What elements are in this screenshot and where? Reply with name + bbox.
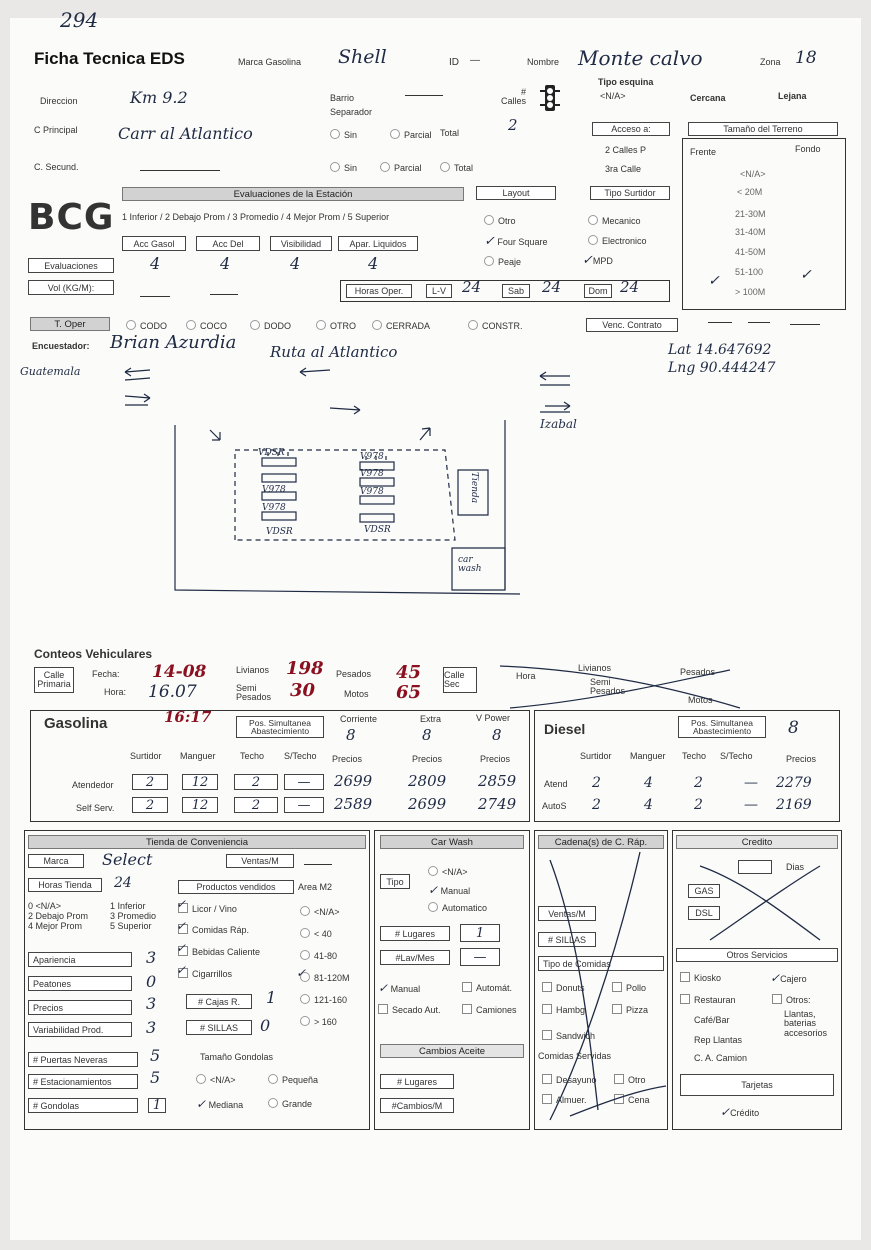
- diesel-row2-techo: 2: [694, 797, 703, 813]
- hora-label: Hora:: [104, 687, 127, 697]
- eval-scale: 1 Inferior / 2 Debajo Prom / 3 Promedio / 4 Mejor Prom / 5 Superior: [122, 212, 390, 222]
- grade-corriente-value: 8: [346, 726, 356, 744]
- area-m2-label: Area M2: [298, 882, 333, 892]
- sin-label: Sin: [344, 130, 358, 140]
- gas-col-techo: Techo: [240, 751, 265, 761]
- grade-vpower: V Power: [476, 713, 511, 723]
- col-apar-liquidos: Apar. Liquidos: [338, 236, 418, 251]
- diesel-row1-price: 2279: [776, 775, 812, 791]
- sab-value: 24: [542, 278, 562, 296]
- almuer-label: Almuer.: [556, 1095, 587, 1105]
- gond-na-label: <N/A>: [210, 1075, 236, 1085]
- name-label: Nombre: [527, 57, 560, 67]
- ca-camion-label: C. A. Camion: [694, 1053, 748, 1063]
- total-label: Total: [440, 128, 460, 138]
- gas-pos-sim: Pos. Simultanea Abastecimiento: [236, 716, 324, 738]
- licor-label: Licor / Vino: [192, 904, 237, 914]
- conteos-title: Conteos Vehiculares: [34, 647, 153, 661]
- encuestador-label: Encuestador:: [32, 341, 90, 351]
- cw-lugares-label: # Lugares: [380, 926, 450, 941]
- parcial2-label: Parcial: [394, 163, 422, 173]
- tarjeta-credito-label: Crédito: [730, 1108, 760, 1118]
- area-80-label: 41-80: [314, 951, 338, 961]
- cena-label: Cena: [628, 1095, 650, 1105]
- sillas-value: 0: [260, 1016, 271, 1035]
- diesel-title: Diesel: [544, 721, 586, 737]
- grade-vpower-value: 8: [492, 726, 502, 744]
- grade-extra: Extra: [420, 714, 442, 724]
- cadenas-sillas-label: # SILLAS: [538, 932, 596, 947]
- layout-peaje-label: Peaje: [498, 257, 522, 267]
- licor-checkmark: ✓: [176, 897, 187, 911]
- ca-cambios-label: #Cambios/M: [380, 1098, 454, 1113]
- diesel-pos-value: 8: [788, 718, 799, 738]
- tamano-check-frente: ✓: [708, 273, 720, 289]
- diesel-row1-techo: 2: [694, 775, 703, 791]
- encuestador-value: Brian Azurdia: [110, 332, 237, 353]
- pesados-label: Pesados: [336, 669, 372, 679]
- gas-box: GAS: [688, 884, 720, 898]
- sandwich-label: Sandwich: [556, 1031, 596, 1041]
- frente-label: Frente: [690, 147, 717, 157]
- principal-value: Carr al Atlantico: [118, 124, 253, 143]
- lng-value: Lng 90.444247: [668, 360, 776, 376]
- tipo-esquina-label: Tipo esquina: [598, 77, 654, 87]
- gond-mediana-label: Mediana: [208, 1100, 244, 1110]
- gond-grande-label: Grande: [282, 1099, 313, 1109]
- codo-label: CODO: [140, 321, 167, 331]
- acceso-opt-2: 3ra Calle: [605, 164, 642, 174]
- otro-comida-label: Otro: [628, 1075, 646, 1085]
- donuts-label: Donuts: [556, 983, 585, 993]
- tamano-opt-3: 31-40M: [735, 227, 766, 237]
- direccion-value: Km 9.2: [130, 88, 188, 107]
- parcial-label: Parcial: [404, 130, 432, 140]
- dom-label: Dom: [584, 284, 612, 298]
- calles-value: 2: [508, 116, 518, 134]
- sketch-tienda: Tienda: [469, 472, 479, 504]
- area-na-label: <N/A>: [314, 907, 340, 917]
- diesel-row1-surtidor: 2: [592, 775, 601, 791]
- gas-col-surtidor: Surtidor: [130, 751, 162, 761]
- scale-3: 3 Promedio: [110, 911, 157, 921]
- pump-label-8: VDSR: [364, 525, 391, 535]
- principal-label: C Principal: [34, 125, 78, 135]
- total2-label: Total: [454, 163, 474, 173]
- cajero-label: Cajero: [780, 974, 807, 984]
- sin2-label: Sin: [344, 163, 358, 173]
- ventas-m-label: Ventas/M: [226, 854, 294, 868]
- bebidas-checkmark: ✓: [176, 941, 187, 955]
- gas-row2-techo: 2: [234, 797, 278, 813]
- layout-otro-label: Otro: [498, 216, 516, 226]
- cigarrillos-checkmark: ✓: [176, 963, 187, 977]
- dias-label: Dias: [786, 862, 805, 872]
- tamano-opt-6: > 100M: [735, 287, 766, 297]
- horas-oper-label: Horas Oper.: [346, 284, 412, 298]
- cw-auto-label: Automatico: [442, 903, 488, 913]
- cw-opt-secado: Secado Aut.: [392, 1005, 441, 1015]
- cw-lav-label: #Lav/Mes: [380, 950, 450, 965]
- pump-label-4: V978: [360, 452, 384, 462]
- diesel-row2-surtidor: 2: [592, 797, 601, 813]
- scale-4: 4 Mejor Prom: [28, 921, 83, 931]
- name-value: Monte calvo: [578, 46, 703, 70]
- fecha-value: 14-08: [152, 662, 207, 682]
- lv-label: L-V: [426, 284, 452, 298]
- cajas-label: # Cajas R.: [186, 994, 252, 1009]
- brand-label: Marca Gasolina: [238, 57, 302, 67]
- lejana-label: Lejana: [778, 91, 807, 101]
- variabilidad-label: Variabilidad Prod.: [28, 1022, 132, 1037]
- constr-label: CONSTR.: [482, 321, 523, 331]
- tamano-gond-label: Tamaño Gondolas: [200, 1052, 274, 1062]
- cambios-aceite-bar: Cambios Aceite: [380, 1044, 524, 1058]
- area-40-label: < 40: [314, 929, 332, 939]
- secund-label: C. Secund.: [34, 162, 79, 172]
- diesel-col-precios: Precios: [786, 754, 817, 764]
- diesel-row2-label: AutoS: [542, 801, 567, 811]
- dom-value: 24: [620, 278, 640, 296]
- diesel-col-stecho: S/Techo: [720, 751, 753, 761]
- evaluaciones-bar: Evaluaciones de la Estación: [122, 187, 464, 201]
- precios-label: Precios: [28, 1000, 132, 1015]
- comidas-checkmark: ✓: [176, 919, 187, 933]
- motos2-label: Motos: [688, 695, 713, 705]
- hambg-label: Hambg: [556, 1005, 586, 1015]
- gas-row1-label: Atendedor: [72, 780, 114, 790]
- hora-value: 16.07: [148, 682, 197, 702]
- pump-label-2: V978: [262, 485, 286, 495]
- peatones-value: 0: [146, 972, 157, 991]
- dsl-box: DSL: [688, 906, 720, 920]
- id-label: ID: [449, 57, 459, 68]
- otros-servicios-box: Otros Servicios: [676, 948, 838, 962]
- diesel-col-techo: Techo: [682, 751, 707, 761]
- horas-tienda-value: 24: [114, 875, 132, 891]
- pollo-label: Pollo: [626, 983, 647, 993]
- lat-value: Lat 14.647692: [668, 342, 772, 358]
- gas-col-stecho: S/Techo: [284, 751, 317, 761]
- tamano-terreno-box: Tamaño del Terreno: [688, 122, 838, 136]
- livianos2-label: Livianos: [578, 663, 612, 673]
- pump-label-3: V978: [262, 503, 286, 513]
- diesel-pos-sim: Pos. Simultanea Abastecimiento: [678, 716, 766, 738]
- gond-label: # Gondolas: [28, 1098, 138, 1113]
- col-acc-del: Acc Del: [196, 236, 260, 251]
- eval-value-2: 4: [220, 254, 231, 273]
- gas-row1-price-1: 2699: [334, 772, 373, 790]
- gas-row2-price-2: 2699: [408, 795, 447, 813]
- cw-opt-automat: Automát.: [476, 983, 513, 993]
- col-acc-gasol: Acc Gasol: [122, 236, 186, 251]
- zone-label: Zona: [760, 57, 781, 67]
- evaluaciones-row-label: Evaluaciones: [28, 258, 114, 273]
- diesel-row2-price: 2169: [776, 797, 812, 813]
- gas-row1-stecho: —: [284, 774, 324, 790]
- tipo-esquina-value: <N/A>: [600, 91, 626, 101]
- sketch-carwash: car wash: [458, 555, 482, 574]
- semi2-label: Semi Pesados: [590, 677, 626, 697]
- sketch-label-izabal: Izabal: [540, 417, 577, 431]
- direccion-label: Direccion: [40, 96, 78, 106]
- productos-label: Productos vendidos: [178, 880, 294, 894]
- gas-row1-manguer: 12: [182, 774, 218, 790]
- mecanico-label: Mecanico: [602, 216, 641, 226]
- puertas-label: # Puertas Neveras: [28, 1052, 138, 1067]
- calles-label: # Calles: [500, 87, 526, 106]
- diesel-row1-manguer: 4: [644, 775, 653, 791]
- fondo-label: Fondo: [795, 144, 821, 154]
- bebidas-label: Bebidas Caliente: [192, 947, 261, 957]
- marca-value: Select: [102, 850, 153, 869]
- variabilidad-value: 3: [146, 1018, 157, 1037]
- semi-label: Semi Pesados: [236, 683, 272, 703]
- gas-row1-price-3: 2859: [478, 772, 517, 790]
- cercana-label: Cercana: [690, 93, 726, 103]
- lv-value: 24: [462, 278, 482, 296]
- gas-precios-2: Precios: [412, 754, 443, 764]
- dodo-label: DODO: [264, 321, 291, 331]
- scale-1: 1 Inferior: [110, 901, 146, 911]
- cw-opt-manual: Manual: [390, 984, 421, 994]
- gas-row1-surtidor: 2: [132, 774, 168, 790]
- eval-value-1: 4: [150, 254, 161, 273]
- gas-row2-label: Self Serv.: [76, 803, 115, 813]
- eval-value-3: 4: [290, 254, 301, 273]
- carwash-tipo-label: Tipo: [380, 874, 410, 889]
- estac-value: 5: [150, 1068, 161, 1087]
- comidas-servidas-label: Comidas Servidas: [538, 1051, 612, 1061]
- hora2-label: Hora: [516, 671, 536, 681]
- acceso-opt-1: 2 Calles P: [605, 145, 647, 155]
- tamano-check-fondo: ✓: [800, 267, 812, 283]
- credito-bar: Credito: [676, 835, 838, 849]
- marca-label: Marca: [28, 854, 84, 868]
- scale-0: 0 <N/A>: [28, 901, 62, 911]
- cigarrillos-label: Cigarrillos: [192, 969, 233, 979]
- sillas-label: # SILLAS: [186, 1020, 252, 1035]
- precios-value: 3: [146, 994, 157, 1013]
- t-oper-label: T. Oper: [30, 317, 110, 331]
- cafe-bar-label: Café/Bar: [694, 1015, 730, 1025]
- diesel-col-surtidor: Surtidor: [580, 751, 612, 761]
- tamano-opt-1: < 20M: [737, 187, 763, 197]
- semi-value: 30: [290, 680, 316, 701]
- area-120-checkmark: ✓: [296, 966, 307, 980]
- tamano-opt-0: <N/A>: [740, 169, 766, 179]
- grade-corriente: Corriente: [340, 714, 378, 724]
- area-120-label: 81-120M: [314, 973, 350, 983]
- eval-value-4: 4: [368, 254, 379, 273]
- pump-label-5: V978: [360, 469, 384, 479]
- diesel-col-manguer: Manguer: [630, 751, 666, 761]
- layout-four-square-label: Four Square: [497, 237, 548, 247]
- estac-label: # Estacionamientos: [28, 1074, 138, 1089]
- llantas-label: Llantas, baterias accesorios: [784, 1009, 828, 1038]
- tamano-opt-4: 41-50M: [735, 247, 766, 257]
- ruta-value: Ruta al Atlantico: [270, 343, 398, 361]
- pump-label-7: VDSR: [266, 527, 293, 537]
- form-title: Ficha Tecnica EDS: [34, 49, 185, 68]
- scale-5: 5 Superior: [110, 921, 152, 931]
- cw-opt-camiones: Camiones: [476, 1005, 517, 1015]
- motos-value: 65: [396, 682, 422, 703]
- tamano-opt-5: 51-100: [735, 267, 764, 277]
- pesados-value: 45: [396, 662, 422, 683]
- tipo-surtidor-box: Tipo Surtidor: [590, 186, 670, 200]
- id-value: —: [470, 55, 480, 66]
- electronico-label: Electronico: [602, 236, 647, 246]
- barrio-label: Barrio: [330, 93, 355, 103]
- brand-value: Shell: [338, 46, 387, 68]
- vol-label: Vol (KG/M):: [28, 280, 114, 295]
- mpd-label: MPD: [592, 256, 613, 266]
- cadenas-bar: Cadena(s) de C. Ráp.: [538, 835, 664, 849]
- gasolina-title: Gasolina: [44, 715, 108, 732]
- diesel-row2-stecho: —: [744, 797, 758, 813]
- bcg-logo: BCG: [28, 197, 115, 238]
- pizza-label: Pizza: [626, 1005, 649, 1015]
- scale-2: 2 Debajo Prom: [28, 911, 89, 921]
- gas-row2-surtidor: 2: [132, 797, 168, 813]
- calle-primaria-box: Calle Primaria: [34, 667, 74, 693]
- gas-row2-stecho: —: [284, 797, 324, 813]
- diesel-row1-label: Atend: [544, 779, 568, 789]
- tamano-opt-2: 21-30M: [735, 209, 766, 219]
- puertas-value: 5: [150, 1046, 161, 1065]
- sketch-label-guatemala: Guatemala: [20, 365, 81, 378]
- pesados2-label: Pesados: [680, 667, 716, 677]
- gond-value-box: 1: [148, 1098, 166, 1113]
- livianos-value: 198: [286, 658, 324, 679]
- acceso-box[interactable]: Acceso a:: [592, 122, 670, 136]
- pump-label-6: V978: [360, 487, 384, 497]
- horas-tienda-label: Horas Tienda: [28, 878, 102, 892]
- grade-extra-value: 8: [422, 726, 432, 744]
- coco-label: COCO: [200, 321, 227, 331]
- gas-precios-3: Precios: [480, 754, 511, 764]
- livianos-label: Livianos: [236, 665, 270, 675]
- gas-precios-1: Precios: [332, 754, 363, 764]
- gond-pequena-label: Pequeña: [282, 1075, 319, 1085]
- desayuno-label: Desayuno: [556, 1075, 597, 1085]
- pump-label-1: VDSR: [258, 448, 285, 458]
- cw-na-label: <N/A>: [442, 867, 468, 877]
- apariencia-value: 3: [146, 948, 157, 967]
- diesel-row2-manguer: 4: [644, 797, 653, 813]
- comidas-label: Comidas Ráp.: [192, 925, 250, 935]
- rep-llantas-label: Rep Llantas: [694, 1035, 743, 1045]
- gas-col-manguer: Manguer: [180, 751, 216, 761]
- ca-lugares-label: # Lugares: [380, 1074, 454, 1089]
- area-160-label: 121-160: [314, 995, 348, 1005]
- tienda-bar: Tienda de Conveniencia: [28, 835, 366, 849]
- gas-row1-price-2: 2809: [408, 772, 447, 790]
- carwash-bar: Car Wash: [380, 835, 524, 849]
- cw-manual-label: Manual: [440, 886, 471, 896]
- cadenas-ventas-label: Ventas/M: [538, 906, 596, 921]
- calle-sec-box: Calle Sec: [443, 667, 477, 693]
- separador-label: Separador: [330, 107, 373, 117]
- cw-lugares-value-box: 1: [460, 924, 500, 942]
- kiosko-label: Kiosko: [694, 973, 722, 983]
- cerrada-label: CERRADA: [386, 321, 431, 331]
- gas-row1-techo: 2: [234, 774, 278, 790]
- zone-value: 18: [795, 48, 817, 68]
- tarjetas-box: Tarjetas: [680, 1074, 834, 1096]
- page-number: 294: [60, 8, 99, 32]
- gas-row2-manguer: 12: [182, 797, 218, 813]
- gas-row2-price-3: 2749: [478, 795, 517, 813]
- cajas-value: 1: [266, 988, 277, 1007]
- layout-box: Layout: [476, 186, 556, 200]
- otro-label: OTRO: [330, 321, 356, 331]
- apariencia-label: Apariencia: [28, 952, 132, 967]
- restauran-label: Restauran: [694, 995, 736, 1005]
- diesel-row1-stecho: —: [744, 775, 758, 791]
- gasolina-hw-time: 16:17: [164, 708, 212, 726]
- otros-label: Otros:: [786, 995, 811, 1005]
- tipo-comidas-label: Tipo de Comidas: [538, 956, 664, 971]
- gas-row2-price-1: 2589: [334, 795, 373, 813]
- motos-label: Motos: [344, 689, 369, 699]
- sab-label: Sab: [502, 284, 530, 298]
- area-gt160-label: > 160: [314, 1017, 337, 1027]
- peatones-label: Peatones: [28, 976, 132, 991]
- cw-lav-value-box: —: [460, 948, 500, 966]
- col-visibilidad: Visibilidad: [270, 236, 332, 251]
- fecha-label: Fecha:: [92, 669, 120, 679]
- venc-contrato-box: Venc. Contrato: [586, 318, 678, 332]
